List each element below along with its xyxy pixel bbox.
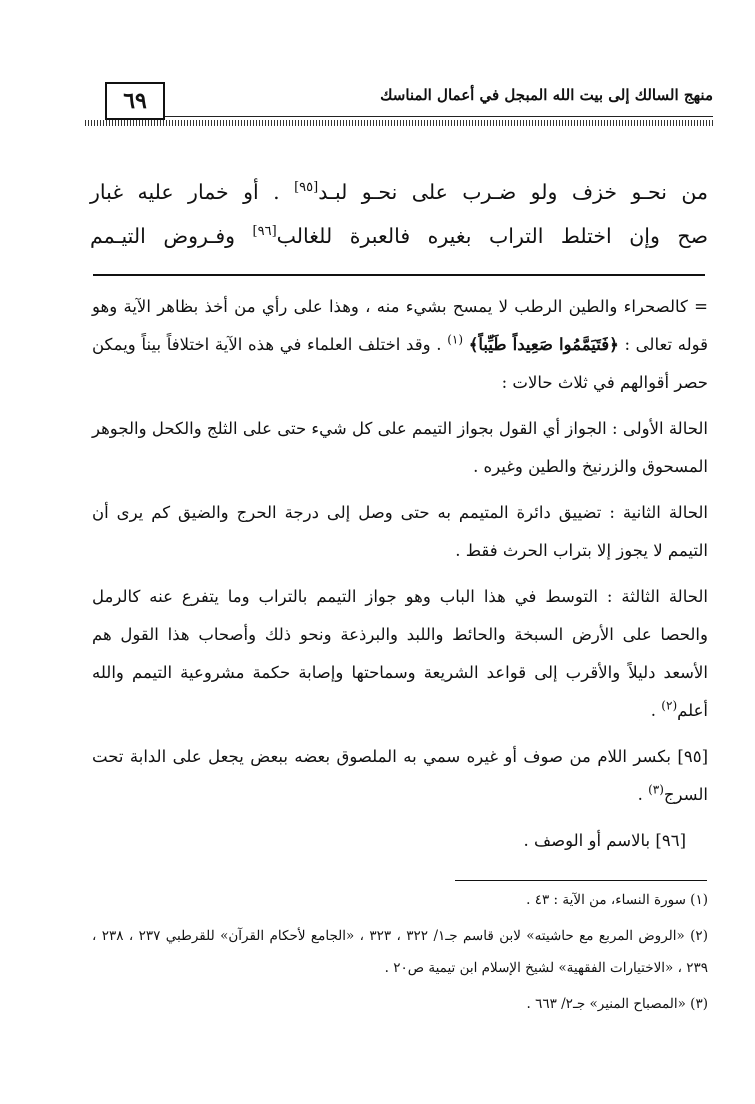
footnote-3: (٣) «المصباح المنير» جـ٢/ ٦٦٣ . (526, 996, 708, 1012)
page-header (85, 82, 713, 132)
main-separator (93, 274, 705, 276)
note-95: [٩٥] بكسر اللام من صوف أو غيره سمي به الملصوق بعضه ببعض يجعل على الدابة تحت السرج$^{(٣)}$ . (92, 747, 708, 804)
page-number: ٦٩ (105, 82, 165, 120)
book-title: منهج السالك إلى بيت الله المبجل في أعمال المناسك (380, 86, 713, 104)
ref-95: [٩٥] (294, 180, 319, 196)
ref-96: [٩٦] (252, 224, 277, 240)
commentary-intro: = كالصحراء والطين الرطب لا يمسح بشيء منه ، وهذا على رأي من أخذ بظاهر الآية وهو قوله تعالى : ﴿فَتَيَمَّمُوا صَعِيداً طَيِّباً﴾ $^{(١)}$ . وقد اختلف العلماء في هذه الآية اختلافاً بيناً ويمكن حصر أقوالهم في ثلاث حالات : (92, 297, 709, 392)
footnote-separator (455, 880, 707, 881)
header-hatch-rule (85, 120, 713, 126)
footnote-2: (٢) «الروض المربع مع حاشيته» لابن قاسم جـ١/ ٣٢٢ ، ٣٢٣ ، «الجامع لأحكام القرآن» للقرطبي ٢٣٧ ، ٢٣٨ ، ٢٣٩ ، «الاختيارات الفقهية» لشيخ الإسلام ابن تيمية ص٢٠ . (92, 928, 708, 976)
footnote-ref-2: (٢) (661, 698, 678, 713)
main-text (90, 170, 708, 258)
footnote-ref-3: (٣) (648, 782, 664, 797)
footnotes (92, 884, 708, 1024)
main-line-1: من نحـو خزف ولو ضـرب على نحـو لبـد[٩٥] . أو خمار عليه غبار (90, 180, 708, 204)
footnote-ref-1: (١) (447, 332, 464, 347)
note-96: [٩٦] بالاسم أو الوصف . (523, 831, 686, 850)
case-three: الحالة الثالثة : التوسط في هذا الباب وهو جواز التيمم بالتراب وما يتفرع عنه كالرمل والحصا على الأرض السبخة والحائط واللبد والبرذعة ونحو ذلك وأصحاب هذا القول هم الأسعد دليلاً والأقرب إلى قواعد الشريعة وسماحتها وإصابة حكمة مشروعية التيمم والله أعلم$^{(٢)}$ . (92, 587, 708, 720)
case-two: الحالة الثانية : تضييق دائرة المتيمم به حتى وصل إلى درجة الحرج والضيق كم يرى أن التيمم لا يجوز إلا بتراب الحرث فقط . (92, 503, 708, 560)
commentary (92, 288, 708, 868)
main-line-2: صح وإن اختلط التراب بغيره فالعبرة للغالب[٩٦] وفـروض التيـمم (90, 224, 708, 248)
header-rule (165, 116, 713, 117)
footnote-1: (١) سورة النساء، من الآية : ٤٣ . (526, 892, 708, 908)
case-one: الحالة الأولى : الجواز أي القول بجواز التيمم على كل شيء حتى على الثلج والكحل والجوهر المسحوق والزرنيخ والطين وغيره . (92, 419, 708, 476)
quran-verse: ﴿فَتَيَمَّمُوا صَعِيداً طَيِّباً﴾ (468, 335, 619, 354)
